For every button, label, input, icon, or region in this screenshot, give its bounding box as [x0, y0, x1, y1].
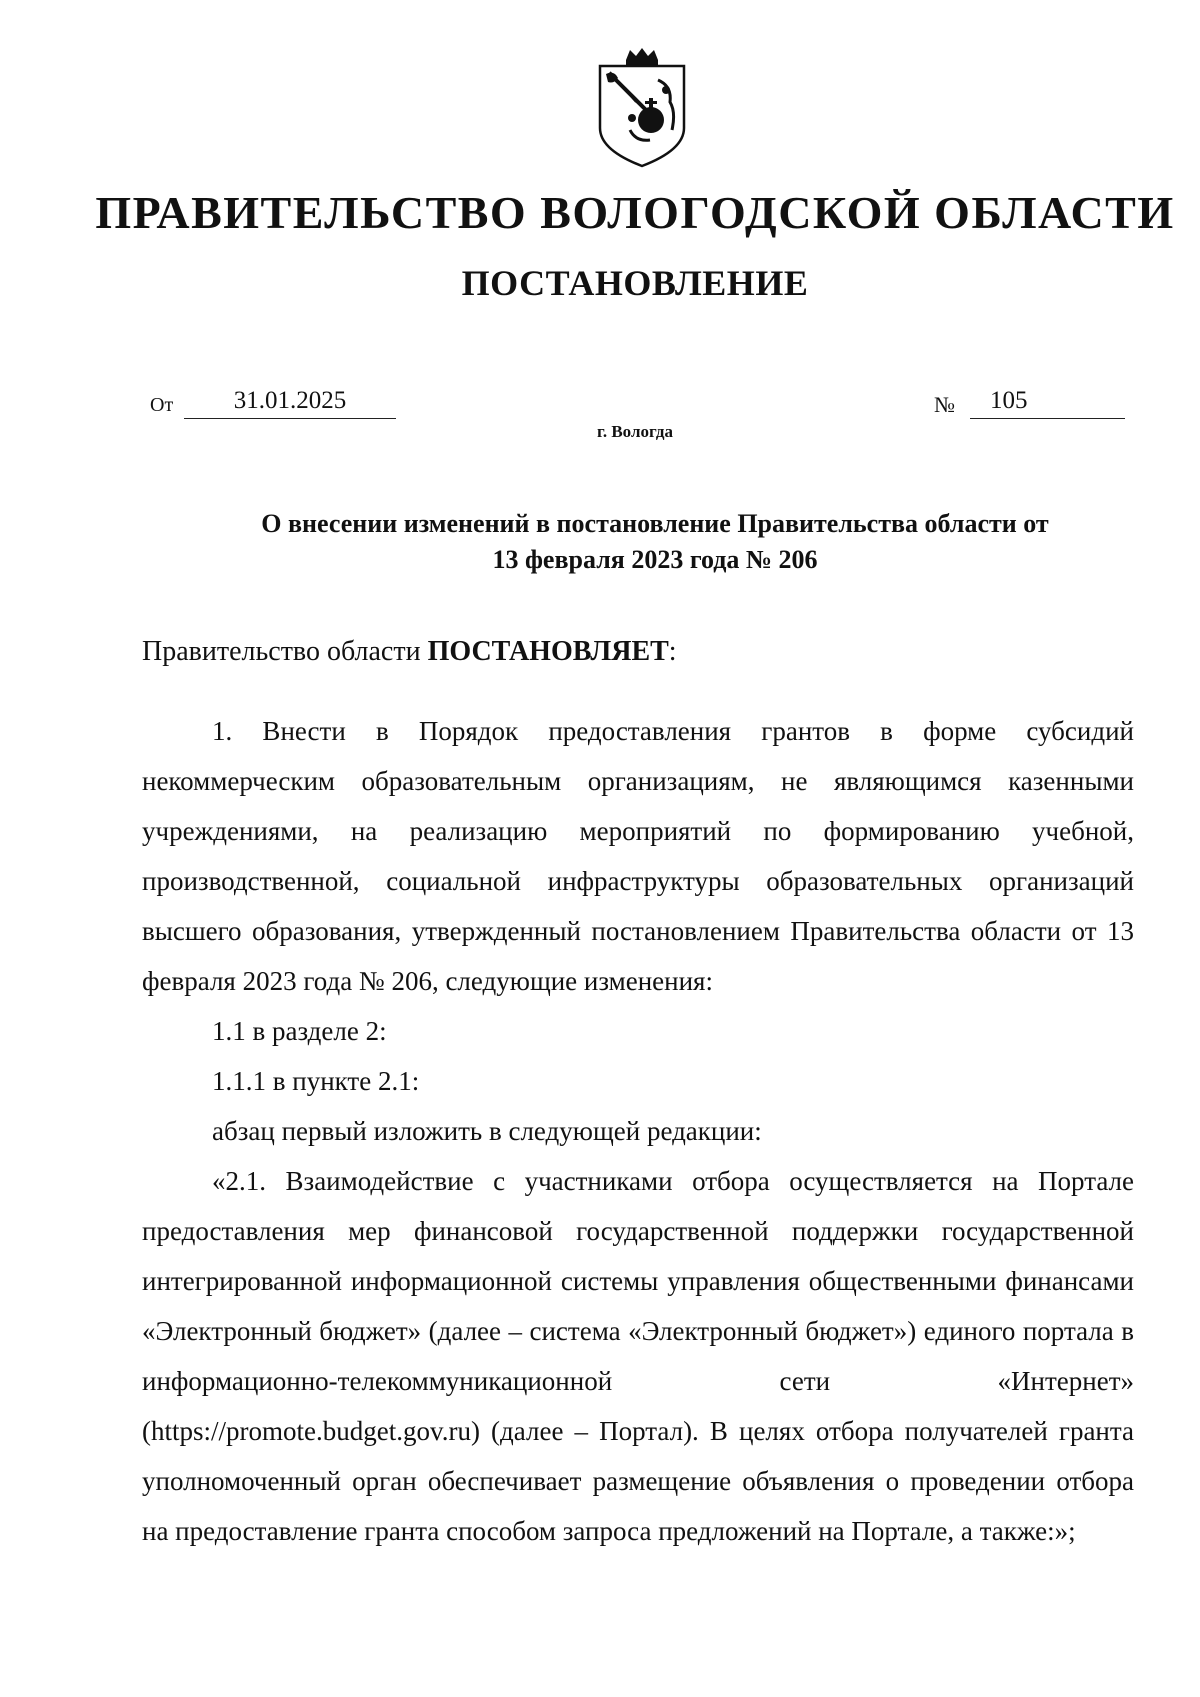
subject-line-1: О внесении изменений в постановление Правительства области от — [261, 509, 1049, 538]
document-date: 31.01.2025 — [184, 384, 396, 419]
paragraph-1: 1. Внести в Порядок предоставления грантов в форме субсидий некоммерческим образовательным организациям, не являющимся казенными учреждениями, на реализацию мероприятий по формированию учебной, производственной, социальной инфраструктуры образовательных организаций высшего образования, утвержденный постановлением Правительства области от 13 февраля 2023 года № 206, следующие изменения: — [142, 716, 1134, 996]
number-label: № — [934, 392, 955, 417]
document-body — [142, 706, 1134, 1556]
preamble-lead: Правительство области — [142, 636, 428, 667]
coat-of-arms-icon — [596, 46, 688, 170]
subject-line-2: 13 февраля 2023 года № 206 — [492, 545, 818, 574]
document-type: ПОСТАНОВЛЕНИЕ — [461, 263, 809, 303]
date-label: От — [150, 394, 174, 416]
paragraph-2: 1.1 в разделе 2: — [212, 1016, 387, 1046]
date-number-row — [150, 384, 1130, 424]
document-subject — [190, 506, 1120, 578]
paragraph-3: 1.1.1 в пункте 2.1: — [212, 1066, 420, 1096]
document-number: 105 — [970, 384, 1125, 419]
government-title: ПРАВИТЕЛЬСТВО ВОЛОГОДСКОЙ ОБЛАСТИ — [95, 187, 1175, 238]
preamble — [142, 636, 677, 668]
paragraph-4: абзац первый изложить в следующей редакции: — [212, 1116, 762, 1146]
preamble-decree: ПОСТАНОВЛЯЕТ — [427, 636, 669, 667]
paragraph-5: «2.1. Взаимодействие с участниками отбора осуществляется на Портале предоставления мер финансовой государственной поддержки государственной интегрированной информационной системы управления общественными финансами «Электронный бюджет» (далее – система «Электронный бюджет») единого портала в информационно-телекоммуникационной сети «Интернет» (https://promote.budget.gov.ru) (далее – Портал). В целях отбора получателей гранта уполномоченный орган обеспечивает размещение объявления о проведении отбора на предоставление гранта способом запроса предложений на Портале, а также:»; — [142, 1166, 1134, 1546]
preamble-tail: : — [668, 636, 677, 667]
city: г. Вологда — [597, 422, 673, 441]
